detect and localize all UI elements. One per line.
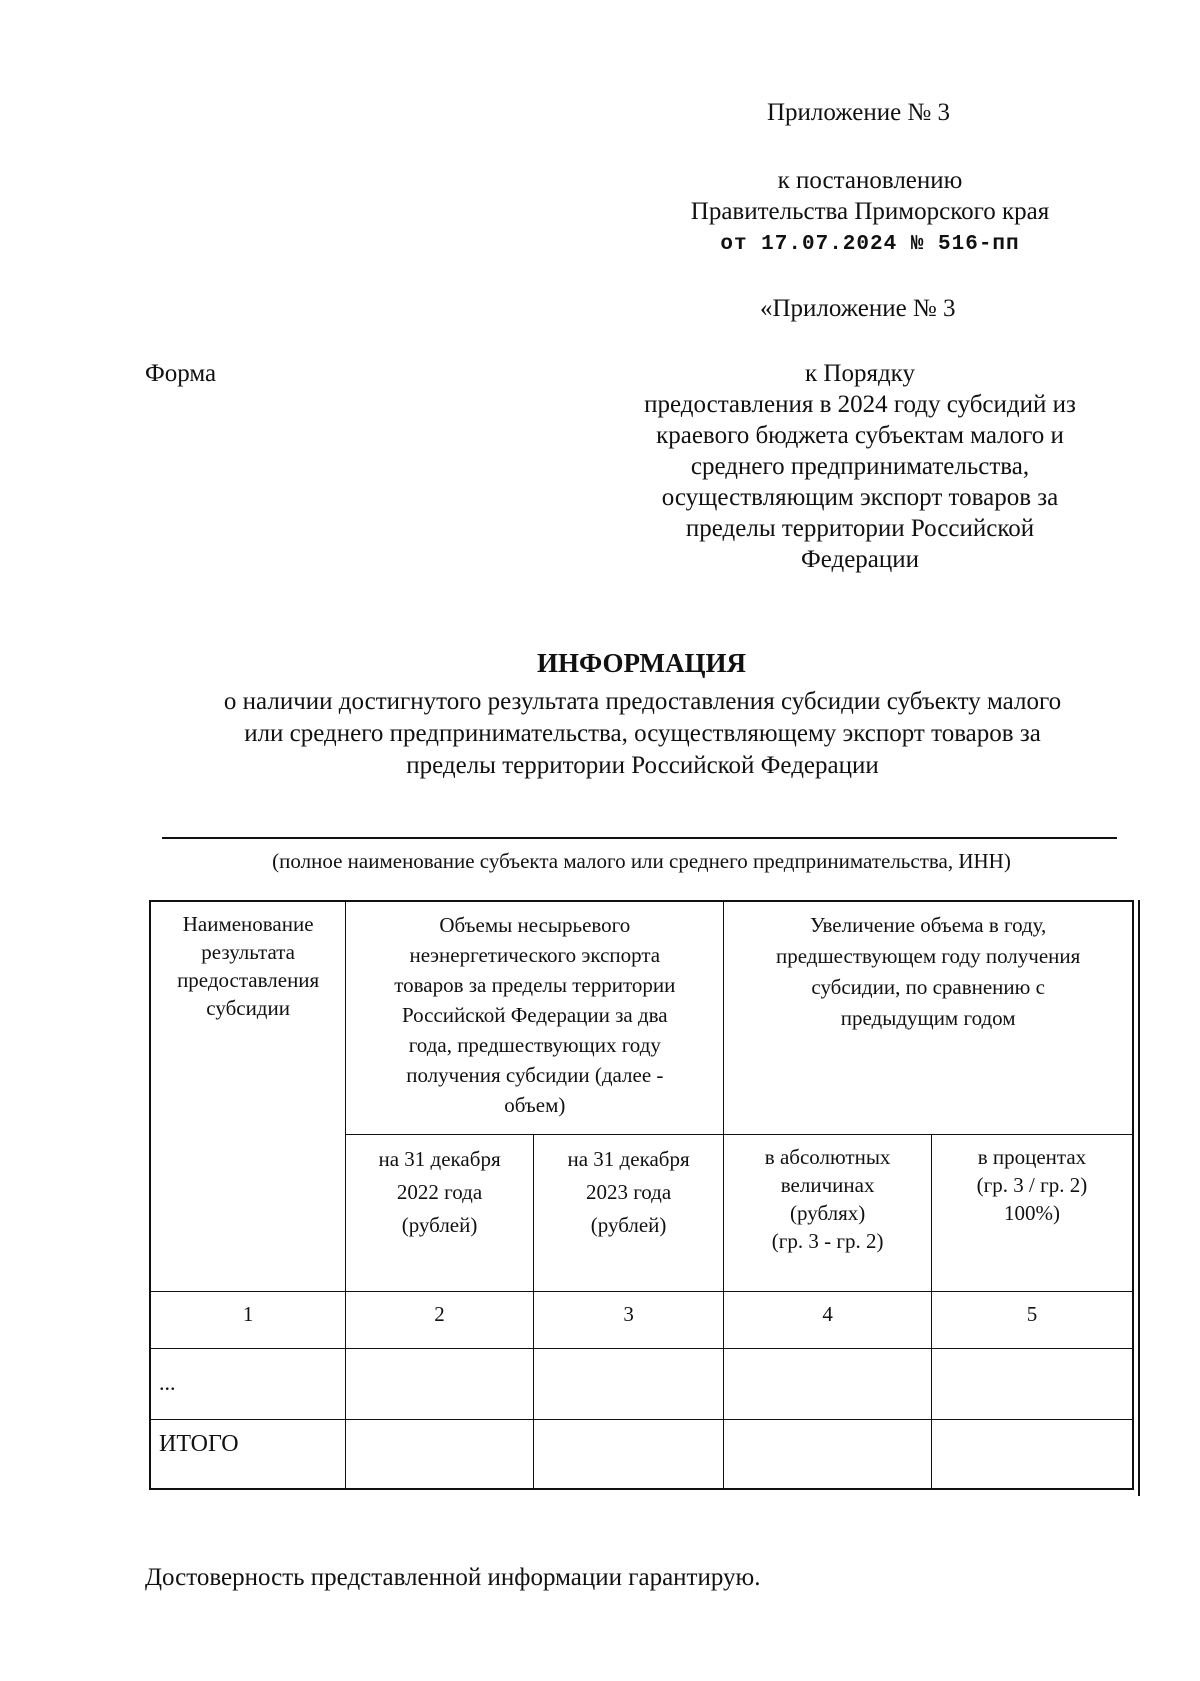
table-cell: [533, 1348, 724, 1419]
table-double-border: [1138, 900, 1140, 1496]
column-number: 2: [346, 1291, 534, 1348]
order-line: Федерации: [800, 546, 920, 573]
subheader-2022: на 31 декабря 2022 года (рублей): [346, 1134, 534, 1291]
table-cell: [346, 1348, 534, 1419]
header-result-name: Наименование результата предоставления субсидии: [150, 901, 346, 1291]
order-line: краевого бюджета субъектам малого и: [656, 422, 1064, 449]
table-cell: [724, 1419, 932, 1489]
footer-statement: Достоверность представленной информации гарантирую.: [145, 1564, 761, 1591]
to-resolution: к постановлению: [777, 167, 963, 194]
appendix-quote: «Приложение № 3: [760, 295, 956, 322]
column-number: 3: [533, 1291, 724, 1348]
subheader-percent: в процентах (гр. 3 / гр. 2) 100%): [931, 1134, 1133, 1291]
table-cell: [346, 1419, 534, 1489]
table-cell: [931, 1419, 1133, 1489]
form-label: Форма: [145, 360, 217, 387]
appendix-number: Приложение № 3: [767, 99, 951, 126]
header-volume-increase: Увеличение объема в году, предшествующем году получения субсидии, по сравнению с предыдущим годом: [724, 901, 1133, 1134]
title-subtitle: [130, 686, 1155, 782]
document-title: ИНФОРМАЦИЯ: [537, 648, 746, 678]
table-cell: [931, 1348, 1133, 1419]
table-cell: [533, 1419, 724, 1489]
subject-caption: (полное наименование субъекта малого или среднего предпринимательства, ИНН): [272, 849, 1011, 873]
subtitle-line: или среднего предпринимательства, осуществляющему экспорт товаров за: [244, 720, 1041, 747]
column-number: 5: [931, 1291, 1133, 1348]
subject-name-line: [162, 837, 1117, 839]
order-line: осуществляющим экспорт товаров за: [661, 484, 1059, 511]
order-line: пределы территории Российской: [685, 515, 1035, 542]
order-block: [615, 358, 1105, 575]
subheader-absolute: в абсолютных величинах (рублях) (гр. 3 - гр. 2): [724, 1134, 932, 1291]
order-line: предоставления в 2024 году субсидий из: [644, 391, 1076, 418]
order-line: к Порядку: [805, 360, 915, 387]
subtitle-line: пределы территории Российской Федерации: [406, 752, 879, 779]
subheader-2023: на 31 декабря 2023 года (рублей): [533, 1134, 724, 1291]
government-name: Правительства Приморского края: [690, 198, 1050, 225]
order-line: среднего предпринимательства,: [690, 453, 1030, 480]
result-table: [149, 900, 1134, 1490]
resolution-date-number: от 17.07.2024 № 516-пп: [720, 233, 1020, 256]
row-ellipsis: ...: [150, 1348, 346, 1419]
header-export-volumes: Объемы несырьевого неэнергетического экспорта товаров за пределы территории Российской Федерации за два года, предшествующих году получения субсидии (далее - объем): [346, 901, 724, 1134]
column-number: 1: [150, 1291, 346, 1348]
table-cell: [724, 1348, 932, 1419]
column-number: 4: [724, 1291, 932, 1348]
subtitle-line: о наличии достигнутого результата предоставления субсидии субъекту малого: [223, 688, 1062, 715]
row-total: ИТОГО: [150, 1419, 346, 1489]
